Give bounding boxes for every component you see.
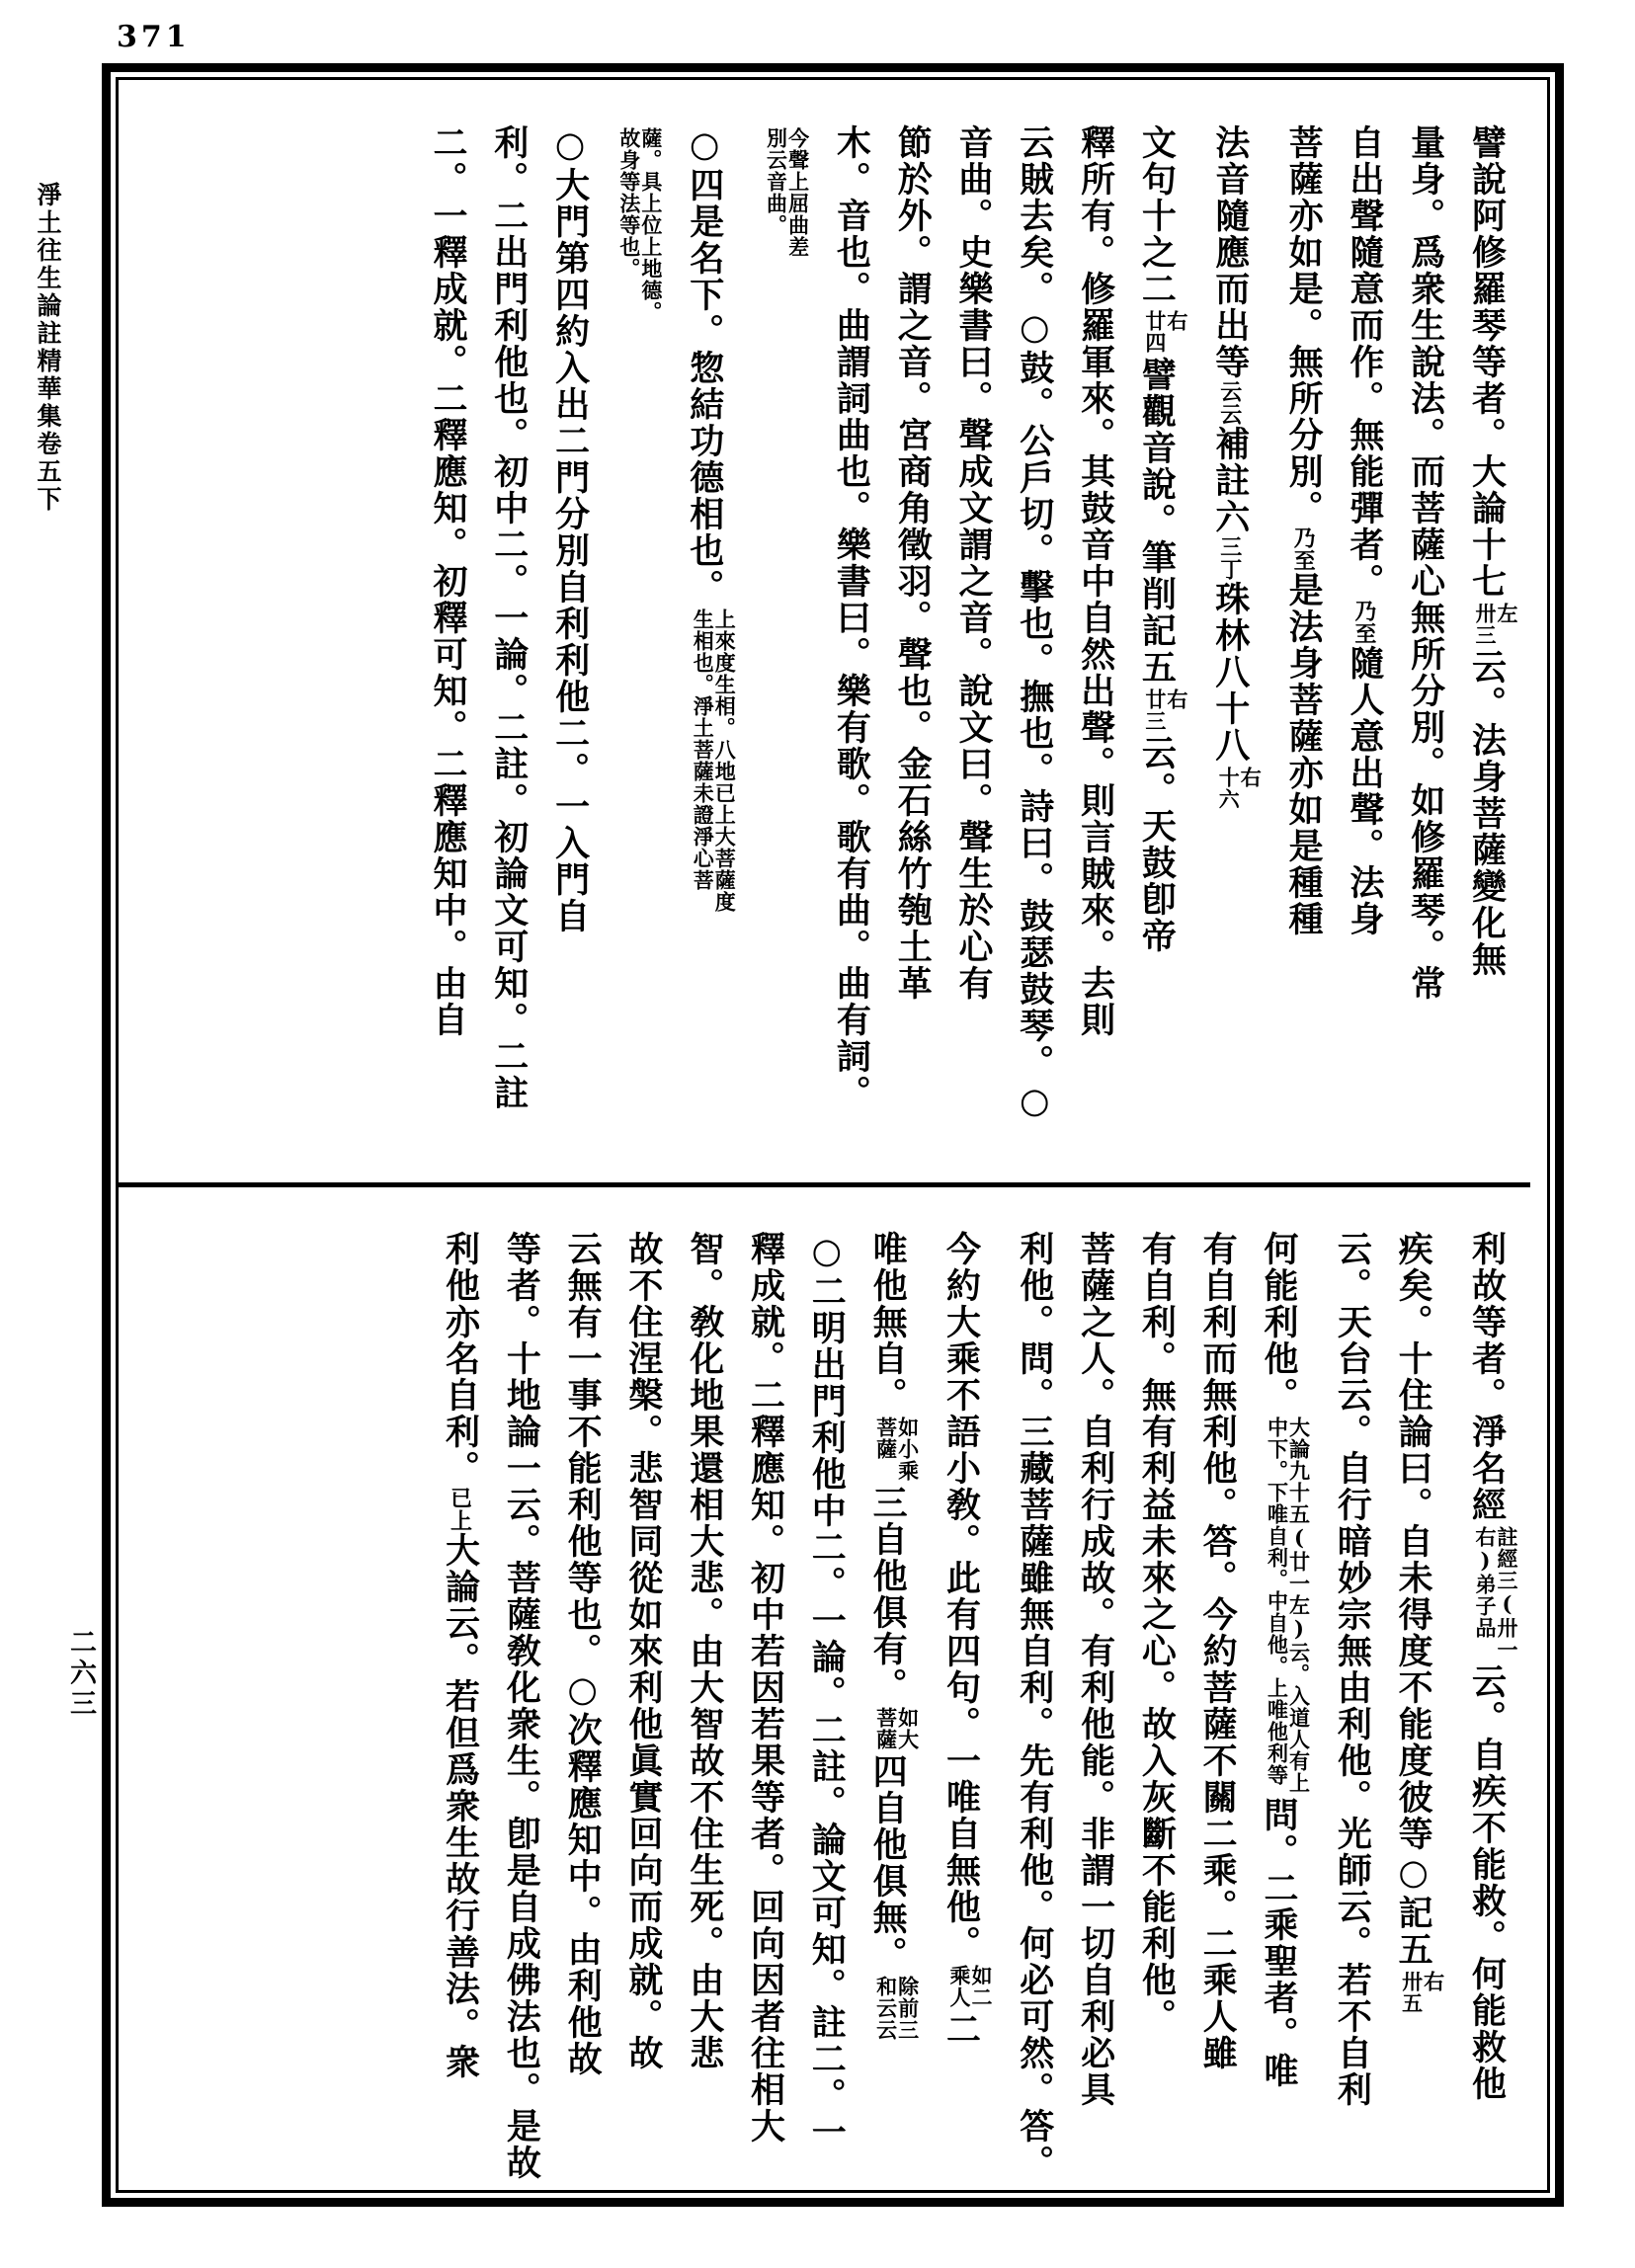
text-column <box>808 1231 846 2191</box>
column-text: 故不住涅槃。悲智同從如來利他眞實回向而成就。故 <box>622 1231 664 2071</box>
interlinear-double-note <box>691 608 738 913</box>
column-text: 二。一釋成就。二釋應知。初釋可知。二釋應知中。由自 <box>427 124 468 1038</box>
column-text: 補註六 <box>1209 426 1251 535</box>
text-column <box>747 1231 784 2191</box>
text-column <box>833 124 870 1170</box>
note-left-line: 菩薩 <box>873 1707 899 1750</box>
column-text: ○二明出門利他中二。一論。二註。論文可知。註二。一 <box>806 1231 848 2150</box>
column-text: 利他亦名自利。 <box>440 1231 481 1487</box>
column-text: ○大門第四約入出二門分別自利利他二。一入門自 <box>549 124 591 934</box>
note-right-line: 除前三 <box>895 1976 921 2041</box>
text-column <box>1468 1231 1517 2191</box>
note-right-line: 今聲上屈曲差 <box>785 127 811 258</box>
column-text: 菩薩亦如是。無所分別。 <box>1283 124 1325 526</box>
text-column <box>1346 124 1383 1170</box>
note-left-line: 菩薩 <box>873 1417 899 1460</box>
text-column <box>1258 1231 1312 2191</box>
column-text: 文句十之二 <box>1136 124 1178 307</box>
note-left-line: 故身等法等也。 <box>616 127 642 280</box>
text-column <box>1016 1231 1053 2191</box>
note-right-line: 如大 <box>895 1707 921 1750</box>
text-column <box>686 1231 723 2191</box>
interlinear-double-note <box>875 1976 919 2041</box>
text-column <box>867 1231 921 2191</box>
print-page-number: 371 <box>117 20 191 54</box>
interlinear-double-note <box>875 1707 919 1750</box>
lower-text-block <box>111 1231 1541 2191</box>
column-text: 云。天台云。自行暗妙宗無由利他。光師云。若不自利 <box>1332 1231 1373 2108</box>
small-citation-note: 云云 <box>1216 380 1243 426</box>
text-column <box>1407 124 1444 1170</box>
note-right-line: 右 <box>1164 310 1189 332</box>
note-left-line: 十六 <box>1216 767 1242 810</box>
interlinear-double-note <box>1144 688 1187 732</box>
column-text: 云賊去矣。○鼓。公戶切。擊也。撫也。詩曰。鼓瑟鼓琴。○ <box>1014 124 1055 1123</box>
column-text: 利他。問。三藏菩薩雖無自利。先有利他。何必可然。答。 <box>1014 1231 1055 2181</box>
column-text: 大論云。若但爲衆生故行善法。衆 <box>440 1532 481 2080</box>
column-text: 量身。爲衆生說法。而菩薩心無所分別。如修羅琴。常 <box>1405 124 1446 1002</box>
column-text: 問。二乘聖者。唯 <box>1258 1797 1299 2089</box>
text-column <box>429 124 466 1170</box>
text-column <box>1393 1231 1446 2191</box>
column-text: 等者。十地論一云。菩薩敎化衆生。卽是自成佛法也。是故 <box>501 1231 542 2181</box>
interlinear-double-note <box>1474 1526 1517 1660</box>
small-citation-note: 乃至 <box>1350 600 1377 645</box>
text-column <box>684 124 738 1170</box>
text-column <box>442 1231 479 2191</box>
small-citation-note: 乃至 <box>1290 526 1317 572</box>
text-column <box>954 124 992 1170</box>
note-left-line: 和云云 <box>873 1976 899 2041</box>
note-right-line: 註經三(卅一 <box>1495 1526 1519 1660</box>
column-text: 木。音也。曲謂詞曲也。樂書曰。樂有歌。歌有曲。曲有詞。 <box>831 124 872 1111</box>
text-column <box>1077 124 1114 1170</box>
column-text: 四自他俱無。 <box>867 1753 909 1973</box>
column-text: 疾矣。十住論曰。自未得度不能度彼等○記五 <box>1393 1231 1434 1968</box>
folio-number: 二六三 <box>65 1628 96 1720</box>
note-right-line: 如小乘 <box>895 1417 921 1482</box>
note-left-line: 中下。下唯自利。中自他。上唯他利等 <box>1265 1417 1290 1786</box>
column-text: 譬說阿修羅琴等者。大論十七 <box>1466 124 1508 600</box>
note-right-line: 右 <box>1421 1971 1446 1992</box>
note-left-line: 廿三 <box>1142 688 1168 732</box>
column-text: 云。法身菩薩變化無 <box>1466 649 1508 978</box>
note-left-line: 卅三 <box>1472 603 1498 646</box>
column-text: 利。二出門利他也。初中二。一論。二註。初論文可知。二註 <box>488 124 530 1111</box>
interlinear-double-note <box>1216 767 1264 810</box>
text-column <box>1077 1231 1114 2191</box>
column-text: 釋所有。修羅軍來。其鼓音中自然出聲。則言賊來。去則 <box>1075 124 1116 1038</box>
text-column <box>892 124 934 1170</box>
text-column <box>1209 124 1264 1170</box>
interlinear-double-note <box>766 127 809 258</box>
text-column <box>942 1231 992 2191</box>
note-right-line: 上來度生相。八地已上大菩薩度 <box>712 608 738 913</box>
text-column <box>1283 124 1325 1170</box>
margin-title: 淨土往生論註精華集卷五下 <box>34 182 62 514</box>
text-column <box>759 124 811 1170</box>
note-left-line: 右)弟子品 <box>1472 1526 1498 1639</box>
text-column <box>1138 1231 1176 2191</box>
column-text: 節於外。謂之音。宮商角徵羽。聲也。金石絲竹匏土革 <box>892 124 934 1002</box>
column-text: 珠林八十八 <box>1209 581 1251 764</box>
column-text: 隨人意出聲。法身 <box>1344 645 1385 937</box>
note-left-line: 別云音曲。 <box>764 127 789 236</box>
column-text: 譬觀音說。筆削記五 <box>1136 357 1178 686</box>
text-column <box>624 1231 662 2191</box>
upper-text-block <box>111 124 1541 1170</box>
column-text: 唯他無自。 <box>867 1231 909 1414</box>
note-left-line: 乘人 <box>946 1965 972 2008</box>
note-right-line: 右 <box>1238 767 1264 788</box>
note-right-line: 如二 <box>968 1965 994 2008</box>
text-column <box>551 124 589 1170</box>
text-column <box>613 124 662 1170</box>
column-text: 釋成就。二釋應知。初中若因若果等者。回向因者往相大 <box>745 1231 786 2145</box>
text-column <box>562 1231 604 2191</box>
interlinear-double-note <box>948 1965 992 2008</box>
register-divider-rule <box>118 1182 1530 1187</box>
column-text: 云無有一事不能利他等也。○次釋應知中。由利他故 <box>562 1231 604 2077</box>
column-text: 云。自疾不能救。何能救他 <box>1466 1663 1508 2102</box>
interlinear-double-note <box>875 1417 919 1482</box>
column-text: 三自他俱有。 <box>867 1485 909 1704</box>
column-text: 有自利。無有利益未來之心。故入灰斷不能利他。 <box>1136 1231 1178 2035</box>
column-text: 何能利他。 <box>1258 1231 1299 1414</box>
note-right-line: 右 <box>1164 688 1189 710</box>
column-text: 利故等者。淨名經 <box>1466 1231 1508 1523</box>
column-text: 音曲。史樂書曰。聲成文謂之音。說文曰。聲生於心有 <box>952 124 994 1002</box>
text-column <box>1138 124 1187 1170</box>
column-text: 法音隨應而出等 <box>1209 124 1251 380</box>
column-text: 是法身菩薩亦如是種種 <box>1283 572 1325 937</box>
note-right-line: 大論九十五(廿一左)云。入道人有上 <box>1286 1417 1312 1794</box>
small-citation-note: 已上 <box>447 1487 473 1532</box>
text-column <box>503 1231 540 2191</box>
text-column <box>490 124 528 1170</box>
interlinear-double-note <box>618 127 662 323</box>
column-text: ○四是名下。惣結功德相也。 <box>684 124 725 606</box>
interlinear-double-note <box>1474 603 1517 646</box>
text-column <box>1197 1231 1239 2191</box>
interlinear-double-note <box>1401 1971 1444 2014</box>
interlinear-double-note <box>1265 1417 1312 1794</box>
text-column <box>1016 124 1053 1170</box>
note-left-line: 生相也。淨土菩薩未證淨心菩 <box>691 608 716 891</box>
note-right-line: 左 <box>1495 603 1519 624</box>
column-text: 云。天鼓卽帝 <box>1136 735 1178 954</box>
note-left-line: 卅五 <box>1399 1971 1425 2014</box>
column-text: 二 <box>940 2011 982 2048</box>
column-text: 今約大乘不語小敎。此有四句。一唯自無他。 <box>940 1231 982 1962</box>
small-citation-note: 三丁 <box>1216 535 1243 581</box>
column-text: 有自利而無利他。答。今約菩薩不關二乘。二乘人雖 <box>1197 1231 1239 2071</box>
note-left-line: 廿四 <box>1142 310 1168 354</box>
interlinear-double-note <box>1144 310 1187 354</box>
text-column <box>1334 1231 1371 2191</box>
column-text: 智。敎化地果還相大悲。由大智故不住生死。由大悲 <box>684 1231 725 2071</box>
column-text: 菩薩之人。自利行成故。有利他能。非謂一切自利必具 <box>1075 1231 1116 2108</box>
text-column <box>1468 124 1517 1170</box>
note-right-line: 薩。具上位上地德。 <box>638 127 664 323</box>
column-text: 自出聲隨意而作。無能彈者。 <box>1344 124 1385 600</box>
